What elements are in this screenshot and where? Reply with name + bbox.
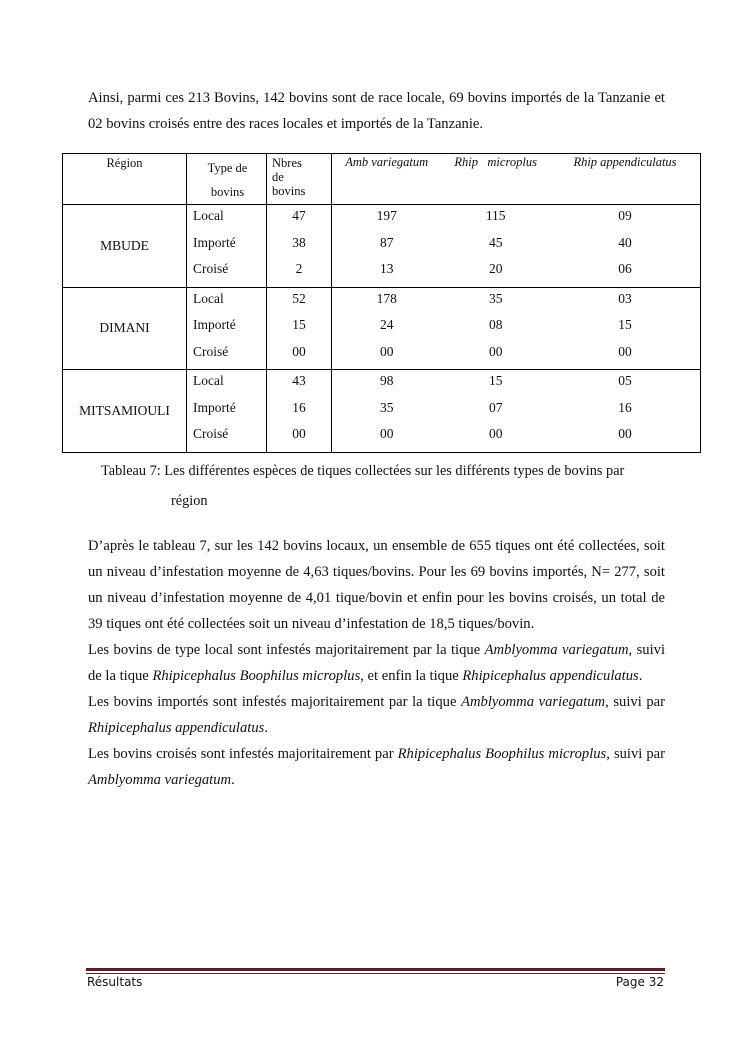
column-cell <box>441 370 550 453</box>
table-cell: 20 <box>488 261 503 276</box>
table-cell: 15 <box>292 317 306 332</box>
table-cell: 00 <box>618 343 632 359</box>
table-cell: 00 <box>379 343 394 359</box>
table-cell: 98 <box>379 373 394 388</box>
column-cell <box>332 287 442 370</box>
column-cell <box>332 370 442 453</box>
table-cell: 115 <box>485 208 506 223</box>
column-cell <box>550 287 701 370</box>
column-cell <box>267 370 332 453</box>
table-cell: 35 <box>488 290 503 306</box>
column-cell <box>550 205 701 288</box>
table-cell: 52 <box>292 290 306 306</box>
table-cell: 40 <box>618 234 632 250</box>
footer-rule-thin <box>86 973 665 974</box>
table-cell: 16 <box>292 399 306 415</box>
table-cell: 00 <box>488 426 503 441</box>
table-group-row <box>63 205 701 288</box>
table-cell: 16 <box>618 399 632 415</box>
column-cell <box>267 287 332 370</box>
table-caption: Tableau 7: Les différentes espèces de tiques collectées sur les différents types de bovins par région <box>101 463 625 509</box>
table-cell: 00 <box>618 426 632 441</box>
table-cell: 00 <box>292 426 306 441</box>
table-cell: 43 <box>292 373 306 388</box>
table-cell: 00 <box>292 343 306 359</box>
table-cell: 15 <box>488 373 503 388</box>
table-cell: 15 <box>618 317 632 332</box>
table-cell: Local <box>193 208 224 223</box>
table-cell: 09 <box>618 208 632 223</box>
table-cell: 05 <box>618 373 632 388</box>
header-type: Type de bovins <box>187 154 267 205</box>
table-header-row <box>63 154 701 205</box>
column-cell <box>441 205 550 288</box>
header-amb: Amb variegatum <box>332 154 442 205</box>
region-cell: MBUDE <box>63 205 187 288</box>
table-cell: Importé <box>193 317 236 332</box>
table-cell: 35 <box>379 399 394 415</box>
region-cell: MITSAMIOULI <box>63 370 187 453</box>
table-cell: 00 <box>488 343 503 359</box>
column-cell <box>267 205 332 288</box>
paragraph-2: Les bovins de type local sont infestés majoritairement par la tique Amblyomma variegatum, suivi de la tique Rhipicephalus Boophilus microplus, et enfin la tique Rhipicephalus appendiculatus. <box>88 642 666 684</box>
table-cell: 87 <box>379 234 394 250</box>
table-cell: 00 <box>379 426 394 441</box>
table-cell: 197 <box>376 208 397 223</box>
table-cell: 07 <box>488 399 503 415</box>
header-count: Nbres de bovins <box>267 154 332 205</box>
header-rhip-micro: Rhip microplus <box>441 154 550 205</box>
table-group-row <box>63 370 701 453</box>
header-region: Région <box>63 154 187 205</box>
table-cell: Importé <box>193 399 236 415</box>
table-cell: Croisé <box>193 261 229 276</box>
column-cell <box>187 287 267 370</box>
column-cell <box>550 370 701 453</box>
column-cell <box>187 205 267 288</box>
table-cell: Local <box>193 290 224 306</box>
region-cell: DIMANI <box>63 287 187 370</box>
table-group-row <box>63 287 701 370</box>
footer-section: Résultats <box>87 975 143 989</box>
table-cell: Local <box>193 373 224 388</box>
table-cell: Croisé <box>193 343 229 359</box>
table-cell: 24 <box>379 317 394 332</box>
intro-paragraph: Ainsi, parmi ces 213 Bovins, 142 bovins sont de race locale, 69 bovins importés de la Tanzanie et 02 bovins croisés entre des races locales et importés de la Tanzanie. <box>88 90 665 132</box>
table-cell: 38 <box>292 234 306 250</box>
paragraph-1: D’après le tableau 7, sur les 142 bovins locaux, un ensemble de 655 tiques ont été collectées, soit un niveau d’infestation moyenne de 4,63 tiques/bovins. Pour les 69 bovins importés, N= 277, soit un niveau d’infestation moyenne de 4,01 tique/bovin et enfin pour les bovins croisés, un total de 39 tiques ont été collectées soit un niveau d’infestation de 18,5 tiques/bovin. <box>88 538 665 632</box>
table-cell: 03 <box>618 290 632 306</box>
table-cell: Croisé <box>193 426 229 441</box>
ticks-table <box>62 153 701 453</box>
table-cell: 13 <box>379 261 394 276</box>
table-cell: 178 <box>376 290 397 306</box>
header-rhip-app: Rhip appendiculatus <box>550 154 701 205</box>
table-cell: 2 <box>295 261 303 276</box>
column-cell <box>187 370 267 453</box>
footer-rule <box>86 968 665 971</box>
table-cell: 45 <box>488 234 503 250</box>
footer-page-number: Page 32 <box>615 975 664 989</box>
column-cell <box>441 287 550 370</box>
table-cell: 08 <box>488 317 503 332</box>
paragraph-4: Les bovins croisés sont infestés majoritairement par Rhipicephalus Boophilus microplus, suivi par Amblyomma variegatum. <box>88 746 666 788</box>
table-cell: 47 <box>292 208 306 223</box>
body-text <box>88 533 665 793</box>
column-cell <box>332 205 442 288</box>
table-cell: Importé <box>193 234 236 250</box>
table-cell: 06 <box>618 261 632 276</box>
paragraph-3: Les bovins importés sont infestés majoritairement par la tique Amblyomma variegatum, suivi par Rhipicephalus appendiculatus. <box>88 694 666 736</box>
